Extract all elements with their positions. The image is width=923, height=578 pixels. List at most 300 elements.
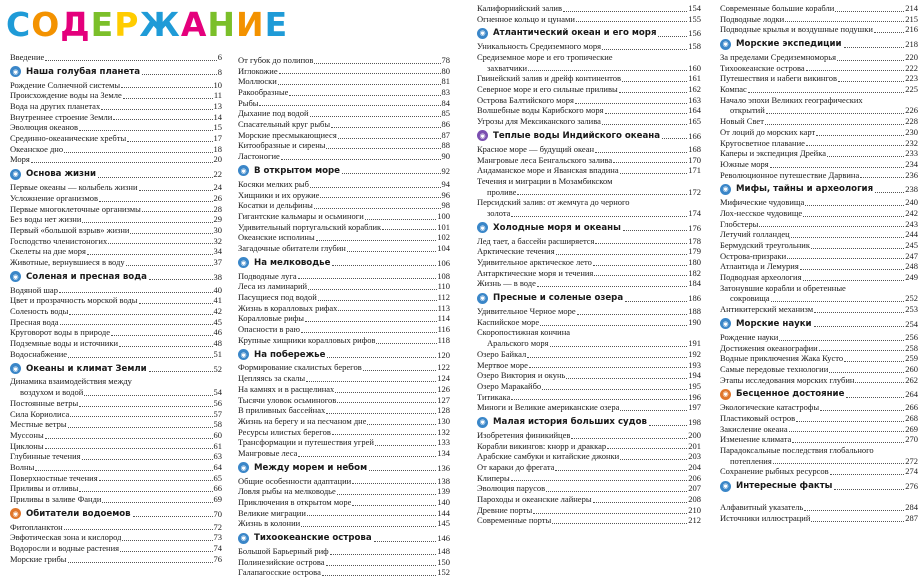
toc-entry[interactable] bbox=[238, 476, 450, 487]
toc-entry[interactable] bbox=[10, 204, 222, 215]
toc-entry[interactable] bbox=[10, 144, 222, 155]
toc-entry[interactable] bbox=[10, 317, 222, 328]
entry-title: Подводные лодки bbox=[720, 14, 784, 25]
page-number: 158 bbox=[688, 41, 701, 52]
page-number: 72 bbox=[214, 522, 223, 533]
toc-entry[interactable] bbox=[10, 133, 222, 144]
toc-section[interactable] bbox=[238, 256, 450, 270]
toc-entry[interactable] bbox=[720, 197, 918, 208]
entry-title: Ластоногие bbox=[238, 151, 280, 162]
toc-entry[interactable] bbox=[10, 387, 222, 398]
toc-entry[interactable] bbox=[238, 313, 450, 324]
toc-entry[interactable] bbox=[10, 338, 222, 349]
toc-entry[interactable] bbox=[238, 373, 450, 384]
toc-entry[interactable] bbox=[238, 405, 450, 416]
page-number: 226 bbox=[905, 105, 918, 116]
toc-entry[interactable] bbox=[477, 246, 701, 257]
page-number: 17 bbox=[214, 133, 223, 144]
toc-entry[interactable] bbox=[720, 116, 918, 127]
toc-entry[interactable] bbox=[238, 76, 450, 87]
toc-entry[interactable] bbox=[720, 261, 918, 272]
toc-entry[interactable] bbox=[238, 335, 450, 346]
toc-entry[interactable] bbox=[477, 451, 701, 462]
toc-entry[interactable] bbox=[720, 3, 918, 14]
toc-entry[interactable] bbox=[477, 381, 701, 392]
section-title: Холодные моря и океаны bbox=[493, 223, 621, 233]
section-title: Интересные факты bbox=[736, 481, 832, 491]
toc-entry[interactable] bbox=[10, 52, 222, 63]
toc-entry[interactable] bbox=[10, 112, 222, 123]
planet-icon: ◉ bbox=[10, 66, 21, 77]
heritage-icon: ◉ bbox=[720, 389, 731, 400]
myths-icon: ◉ bbox=[720, 184, 731, 195]
page-number: 81 bbox=[442, 76, 451, 87]
entry-title: Клиперы bbox=[477, 473, 510, 484]
entry-title: Происхождение воды на Земле bbox=[10, 90, 122, 101]
toc-entry[interactable] bbox=[477, 63, 701, 74]
toc-entry[interactable] bbox=[238, 437, 450, 448]
toc-entry[interactable] bbox=[238, 486, 450, 497]
toc-entry[interactable] bbox=[238, 281, 450, 292]
page-number: 276 bbox=[905, 481, 918, 491]
toc-entry[interactable] bbox=[238, 292, 450, 303]
toc-entry[interactable] bbox=[720, 73, 918, 84]
section-title: Атлантический океан и его моря bbox=[493, 28, 656, 38]
toc-entry[interactable] bbox=[477, 306, 701, 317]
toc-entry[interactable] bbox=[477, 516, 701, 527]
toc-entry[interactable] bbox=[720, 63, 918, 74]
page-number: 194 bbox=[688, 370, 701, 381]
toc-entry[interactable] bbox=[238, 87, 450, 98]
expeditions-icon: ◉ bbox=[720, 39, 731, 50]
toc-entry[interactable] bbox=[238, 497, 450, 508]
toc-entry[interactable] bbox=[477, 106, 701, 117]
toc-entry[interactable] bbox=[720, 159, 918, 170]
toc-entry[interactable] bbox=[720, 424, 918, 435]
toc-entry[interactable] bbox=[720, 138, 918, 149]
page-number: 128 bbox=[437, 405, 450, 416]
page-number: 215 bbox=[905, 14, 918, 25]
page-number: 240 bbox=[905, 197, 918, 208]
page-number: 264 bbox=[905, 389, 918, 399]
toc-entry[interactable] bbox=[10, 430, 222, 441]
page-number: 14 bbox=[214, 112, 223, 123]
toc-entry[interactable] bbox=[720, 513, 918, 524]
toc-entry[interactable] bbox=[10, 377, 222, 388]
entry-title: Ловля рыбы на мелководье bbox=[238, 486, 336, 497]
entry-title: Изобретения финикийцев bbox=[477, 430, 570, 441]
toc-entry[interactable] bbox=[238, 427, 450, 438]
toc-entry[interactable] bbox=[720, 502, 918, 513]
toc-entry[interactable] bbox=[477, 278, 701, 289]
creatures-icon: ◉ bbox=[10, 508, 21, 519]
toc-entry[interactable] bbox=[720, 294, 918, 305]
toc-entry[interactable] bbox=[238, 119, 450, 130]
toc-entry[interactable] bbox=[10, 494, 222, 505]
toc-entry[interactable] bbox=[720, 52, 918, 63]
toc-entry[interactable] bbox=[10, 327, 222, 338]
toc-entry[interactable] bbox=[720, 95, 918, 106]
entry-title: Озеро Маракайбо bbox=[477, 381, 541, 392]
entry-title: Атлантида и Лемурия bbox=[720, 261, 799, 272]
toc-entry[interactable] bbox=[477, 95, 701, 106]
toc-section[interactable] bbox=[720, 317, 918, 331]
toc-entry[interactable] bbox=[720, 413, 918, 424]
toc-entry[interactable] bbox=[238, 130, 450, 141]
toc-entry[interactable] bbox=[720, 332, 918, 343]
toc-section[interactable] bbox=[720, 182, 918, 196]
toc-entry[interactable] bbox=[10, 441, 222, 452]
toc-entry[interactable] bbox=[477, 257, 701, 268]
entry-title: Жизнь в колонии bbox=[238, 518, 300, 529]
toc-entry[interactable] bbox=[238, 416, 450, 427]
section-title: На мелководье bbox=[254, 258, 330, 268]
toc-entry[interactable] bbox=[10, 246, 222, 257]
entry-title: Цвет и прозрачность морской воды bbox=[10, 295, 138, 306]
toc-entry[interactable] bbox=[10, 522, 222, 533]
toc-section[interactable] bbox=[238, 348, 450, 362]
entry-title: Каперы и экспедиция Дрейка bbox=[720, 148, 826, 159]
entry-title: Глобстеры bbox=[720, 219, 758, 230]
toc-entry[interactable] bbox=[238, 324, 450, 335]
entry-title: Компас bbox=[720, 84, 747, 95]
page-number: 98 bbox=[442, 200, 451, 211]
entry-title: Мертвое море bbox=[477, 360, 528, 371]
page-number: 32 bbox=[214, 236, 223, 247]
toc-entry[interactable] bbox=[238, 518, 450, 529]
toc-entry[interactable] bbox=[10, 236, 222, 247]
page-number: 228 bbox=[905, 116, 918, 127]
toc-entry[interactable] bbox=[10, 214, 222, 225]
toc-entry[interactable] bbox=[238, 508, 450, 519]
entry-title: захватчики bbox=[487, 63, 527, 74]
toc-entry[interactable] bbox=[238, 222, 450, 233]
entry-title: Иглокожие bbox=[238, 66, 278, 77]
toc-entry[interactable] bbox=[477, 483, 701, 494]
page-number: 114 bbox=[438, 313, 450, 324]
entry-title: Озеро Байкал bbox=[477, 349, 526, 360]
toc-column-4 bbox=[720, 0, 918, 524]
entry-title: Животные, вернувшиеся в воду bbox=[10, 257, 125, 268]
page-number: 58 bbox=[214, 419, 223, 430]
toc-entry[interactable] bbox=[477, 84, 701, 95]
entry-title: Самые передовые технологии bbox=[720, 364, 828, 375]
page-number: 51 bbox=[214, 349, 223, 360]
toc-entry[interactable] bbox=[10, 398, 222, 409]
page-number: 210 bbox=[688, 505, 701, 516]
toc-entry[interactable] bbox=[720, 14, 918, 25]
toc-entry[interactable] bbox=[477, 268, 701, 279]
toc-section[interactable] bbox=[10, 270, 222, 284]
toc-entry[interactable] bbox=[10, 155, 222, 166]
toc-entry[interactable] bbox=[720, 283, 918, 294]
entry-title: Великие миграции bbox=[238, 508, 306, 519]
toc-entry[interactable] bbox=[10, 419, 222, 430]
toc-section[interactable] bbox=[238, 461, 450, 475]
toc-section[interactable] bbox=[238, 531, 450, 545]
entry-title: Затонувшие корабли и обретенные bbox=[720, 283, 846, 294]
toc-entry[interactable] bbox=[10, 225, 222, 236]
page-number: 253 bbox=[905, 304, 918, 315]
toc-entry[interactable] bbox=[720, 272, 918, 283]
toc-entry[interactable] bbox=[720, 148, 918, 159]
page-number: 230 bbox=[905, 127, 918, 138]
page-number: 15 bbox=[214, 122, 223, 133]
page-number: 101 bbox=[437, 222, 450, 233]
toc-entry[interactable] bbox=[238, 200, 450, 211]
toc-entry[interactable] bbox=[477, 505, 701, 516]
entry-title: Общие особенности адаптации bbox=[238, 476, 351, 487]
toc-entry[interactable] bbox=[238, 151, 450, 162]
toc-entry[interactable] bbox=[477, 462, 701, 473]
toc-entry[interactable] bbox=[238, 303, 450, 314]
page-number: 57 bbox=[214, 409, 223, 420]
toc-entry[interactable] bbox=[10, 295, 222, 306]
entry-title: Революционное путешествие Дарвина bbox=[720, 170, 859, 181]
toc-entry[interactable] bbox=[477, 349, 701, 360]
page-number: 233 bbox=[905, 148, 918, 159]
page-number: 24 bbox=[214, 182, 223, 193]
toc-entry[interactable] bbox=[720, 456, 918, 467]
toc-entry[interactable] bbox=[720, 445, 918, 456]
entry-title: Подводные луга bbox=[238, 271, 297, 282]
toc-entry[interactable] bbox=[238, 98, 450, 109]
toc-section[interactable] bbox=[477, 129, 701, 143]
page-number: 130 bbox=[437, 416, 450, 427]
entry-title: Без воды нет жизни bbox=[10, 214, 81, 225]
toc-entry[interactable] bbox=[477, 144, 701, 155]
toc-entry[interactable] bbox=[477, 317, 701, 328]
toc-entry[interactable] bbox=[10, 451, 222, 462]
toc-entry[interactable] bbox=[477, 41, 701, 52]
page-number: 100 bbox=[437, 211, 450, 222]
toc-entry[interactable] bbox=[238, 232, 450, 243]
entry-title: Современные большие корабли bbox=[720, 3, 834, 14]
toc-entry[interactable] bbox=[477, 155, 701, 166]
toc-entry[interactable] bbox=[720, 304, 918, 315]
toc-entry[interactable] bbox=[238, 55, 450, 66]
page-number: 38 bbox=[214, 272, 223, 282]
toc-entry[interactable] bbox=[720, 251, 918, 262]
toc-entry[interactable] bbox=[720, 375, 918, 386]
toc-entry[interactable] bbox=[477, 236, 701, 247]
entry-title: Пластиковый остров bbox=[720, 413, 795, 424]
page-number: 184 bbox=[688, 278, 701, 289]
toc-entry[interactable] bbox=[238, 363, 450, 374]
toc-entry[interactable] bbox=[10, 483, 222, 494]
toc-entry[interactable] bbox=[10, 543, 222, 554]
toc-entry[interactable] bbox=[477, 430, 701, 441]
page-number: 259 bbox=[905, 353, 918, 364]
page-number: 29 bbox=[214, 214, 223, 225]
toc-entry[interactable] bbox=[720, 402, 918, 413]
entry-title: От караки до фрегата bbox=[477, 462, 554, 473]
page-number: 272 bbox=[905, 456, 918, 467]
toc-entry[interactable] bbox=[477, 14, 701, 25]
entry-title: Господство членистоногих bbox=[10, 236, 107, 247]
toc-entry[interactable] bbox=[720, 219, 918, 230]
page-number: 74 bbox=[214, 543, 223, 554]
entry-title: воздухом и водой bbox=[20, 387, 83, 398]
entry-title: Андаманское море и Яванская впадина bbox=[477, 165, 619, 176]
page-number: 200 bbox=[688, 430, 701, 441]
page-number: 104 bbox=[437, 243, 450, 254]
entry-title: Первые многоклеточные организмы bbox=[10, 204, 141, 215]
page-number: 136 bbox=[437, 463, 450, 473]
toc-entry[interactable] bbox=[720, 364, 918, 375]
toc-entry[interactable] bbox=[477, 402, 701, 413]
toc-entry[interactable] bbox=[10, 257, 222, 268]
toc-entry[interactable] bbox=[238, 557, 450, 568]
toc-section[interactable] bbox=[477, 26, 701, 40]
toc-entry[interactable] bbox=[10, 285, 222, 296]
toc-entry[interactable] bbox=[10, 554, 222, 565]
toc-entry[interactable] bbox=[720, 106, 918, 117]
page-number: 6 bbox=[218, 52, 222, 63]
toc-entry[interactable] bbox=[477, 52, 701, 63]
coast-icon: ◉ bbox=[238, 349, 249, 360]
page-number: 116 bbox=[438, 324, 450, 335]
toc-entry[interactable] bbox=[238, 66, 450, 77]
page-number: 262 bbox=[905, 375, 918, 386]
toc-entry[interactable] bbox=[720, 84, 918, 95]
toc-entry[interactable] bbox=[477, 392, 701, 403]
toc-entry[interactable] bbox=[10, 532, 222, 543]
toc-entry[interactable] bbox=[477, 441, 701, 452]
toc-entry[interactable] bbox=[720, 229, 918, 240]
toc-entry[interactable] bbox=[10, 101, 222, 112]
toc-entry[interactable] bbox=[477, 370, 701, 381]
toc-entry[interactable] bbox=[10, 462, 222, 473]
toc-entry[interactable] bbox=[477, 360, 701, 371]
toc-column-3 bbox=[477, 0, 701, 526]
toc-section[interactable] bbox=[10, 65, 222, 79]
toc-section[interactable] bbox=[10, 362, 222, 376]
toc-entry[interactable] bbox=[10, 473, 222, 484]
page-number: 148 bbox=[437, 546, 450, 557]
entry-title: Глубинные течения bbox=[10, 451, 81, 462]
toc-entry[interactable] bbox=[238, 395, 450, 406]
toc-entry[interactable] bbox=[10, 409, 222, 420]
toc-entry[interactable] bbox=[720, 353, 918, 364]
entry-title: От лоций до морских карт bbox=[720, 127, 815, 138]
toc-entry[interactable] bbox=[238, 190, 450, 201]
toc-entry[interactable] bbox=[720, 240, 918, 251]
section-title: Мифы, тайны и археология bbox=[736, 184, 873, 194]
entry-title: Бермудский треугольник bbox=[720, 240, 810, 251]
toc-entry[interactable] bbox=[477, 473, 701, 484]
entry-title: Удивительный португальский кораблик bbox=[238, 222, 381, 233]
toc-entry[interactable] bbox=[238, 179, 450, 190]
toc-entry[interactable] bbox=[238, 271, 450, 282]
entry-title: Антарктические моря и течения bbox=[477, 268, 593, 279]
entry-title: Жизнь — в воде bbox=[477, 278, 536, 289]
toc-section[interactable] bbox=[10, 167, 222, 181]
toc-section[interactable] bbox=[720, 479, 918, 493]
toc-entry[interactable] bbox=[10, 90, 222, 101]
page-number: 284 bbox=[905, 502, 918, 513]
toc-entry[interactable] bbox=[238, 141, 450, 152]
toc-entry[interactable] bbox=[720, 24, 918, 35]
toc-entry[interactable] bbox=[10, 193, 222, 204]
page-number: 236 bbox=[905, 170, 918, 181]
toc-entry[interactable] bbox=[477, 208, 701, 219]
toc-entry[interactable] bbox=[238, 211, 450, 222]
toc-entry[interactable] bbox=[477, 73, 701, 84]
page-number: 145 bbox=[437, 518, 450, 529]
entry-title: Приключения в открытом море bbox=[238, 497, 351, 508]
toc-entry[interactable] bbox=[477, 116, 701, 127]
toc-entry[interactable] bbox=[720, 170, 918, 181]
toc-entry[interactable] bbox=[720, 343, 918, 354]
toc-entry[interactable] bbox=[238, 546, 450, 557]
section-title: Соленая и пресная вода bbox=[26, 272, 147, 282]
toc-entry[interactable] bbox=[720, 434, 918, 445]
toc-entry[interactable] bbox=[720, 127, 918, 138]
toc-entry[interactable] bbox=[10, 80, 222, 91]
toc-entry[interactable] bbox=[720, 466, 918, 477]
page-number: 22 bbox=[214, 169, 223, 179]
ships-icon: ◉ bbox=[477, 417, 488, 428]
entry-title: Пресная вода bbox=[10, 317, 59, 328]
page-number: 268 bbox=[905, 413, 918, 424]
page-number: 76 bbox=[214, 554, 223, 565]
toc-entry[interactable] bbox=[720, 208, 918, 219]
entry-title: Динамика взаимодействия между bbox=[10, 376, 132, 387]
toc-entry[interactable] bbox=[477, 187, 701, 198]
entry-title: Хищники и их оружие bbox=[238, 190, 319, 201]
toc-entry[interactable] bbox=[238, 243, 450, 254]
page-number: 242 bbox=[905, 208, 918, 219]
toc-entry[interactable] bbox=[238, 384, 450, 395]
entry-title: Местные ветры bbox=[10, 419, 67, 430]
entry-title: Цепляясь за скалы bbox=[238, 373, 305, 384]
toc-entry[interactable] bbox=[10, 182, 222, 193]
toc-section[interactable] bbox=[238, 164, 450, 178]
toc-entry[interactable] bbox=[477, 338, 701, 349]
entry-title: Рождение науки bbox=[720, 332, 778, 343]
toc-entry[interactable] bbox=[238, 448, 450, 459]
toc-section[interactable] bbox=[477, 415, 701, 429]
entry-title: Острова Балтийского моря bbox=[477, 95, 574, 106]
toc-entry[interactable] bbox=[238, 108, 450, 119]
toc-section[interactable] bbox=[720, 387, 918, 401]
toc-entry[interactable] bbox=[10, 122, 222, 133]
toc-section[interactable] bbox=[477, 291, 701, 305]
toc-entry[interactable] bbox=[477, 176, 701, 187]
toc-section[interactable] bbox=[10, 507, 222, 521]
toc-entry[interactable] bbox=[477, 494, 701, 505]
water-icon: ◉ bbox=[10, 271, 21, 282]
page-number: 160 bbox=[688, 63, 701, 74]
page-number: 113 bbox=[438, 303, 450, 314]
page-number: 214 bbox=[905, 3, 918, 14]
toc-entry[interactable] bbox=[10, 306, 222, 317]
toc-entry[interactable] bbox=[10, 349, 222, 360]
toc-section[interactable] bbox=[720, 37, 918, 51]
page-number: 188 bbox=[688, 306, 701, 317]
toc-entry[interactable] bbox=[477, 328, 701, 339]
page-number: 73 bbox=[214, 532, 223, 543]
page-number: 86 bbox=[442, 119, 451, 130]
toc-entry[interactable] bbox=[477, 3, 701, 14]
toc-entry[interactable] bbox=[477, 197, 701, 208]
toc-section[interactable] bbox=[477, 221, 701, 235]
toc-entry[interactable] bbox=[477, 165, 701, 176]
page-number: 254 bbox=[905, 319, 918, 329]
page-number: 248 bbox=[905, 261, 918, 272]
toc-entry[interactable] bbox=[238, 568, 450, 578]
